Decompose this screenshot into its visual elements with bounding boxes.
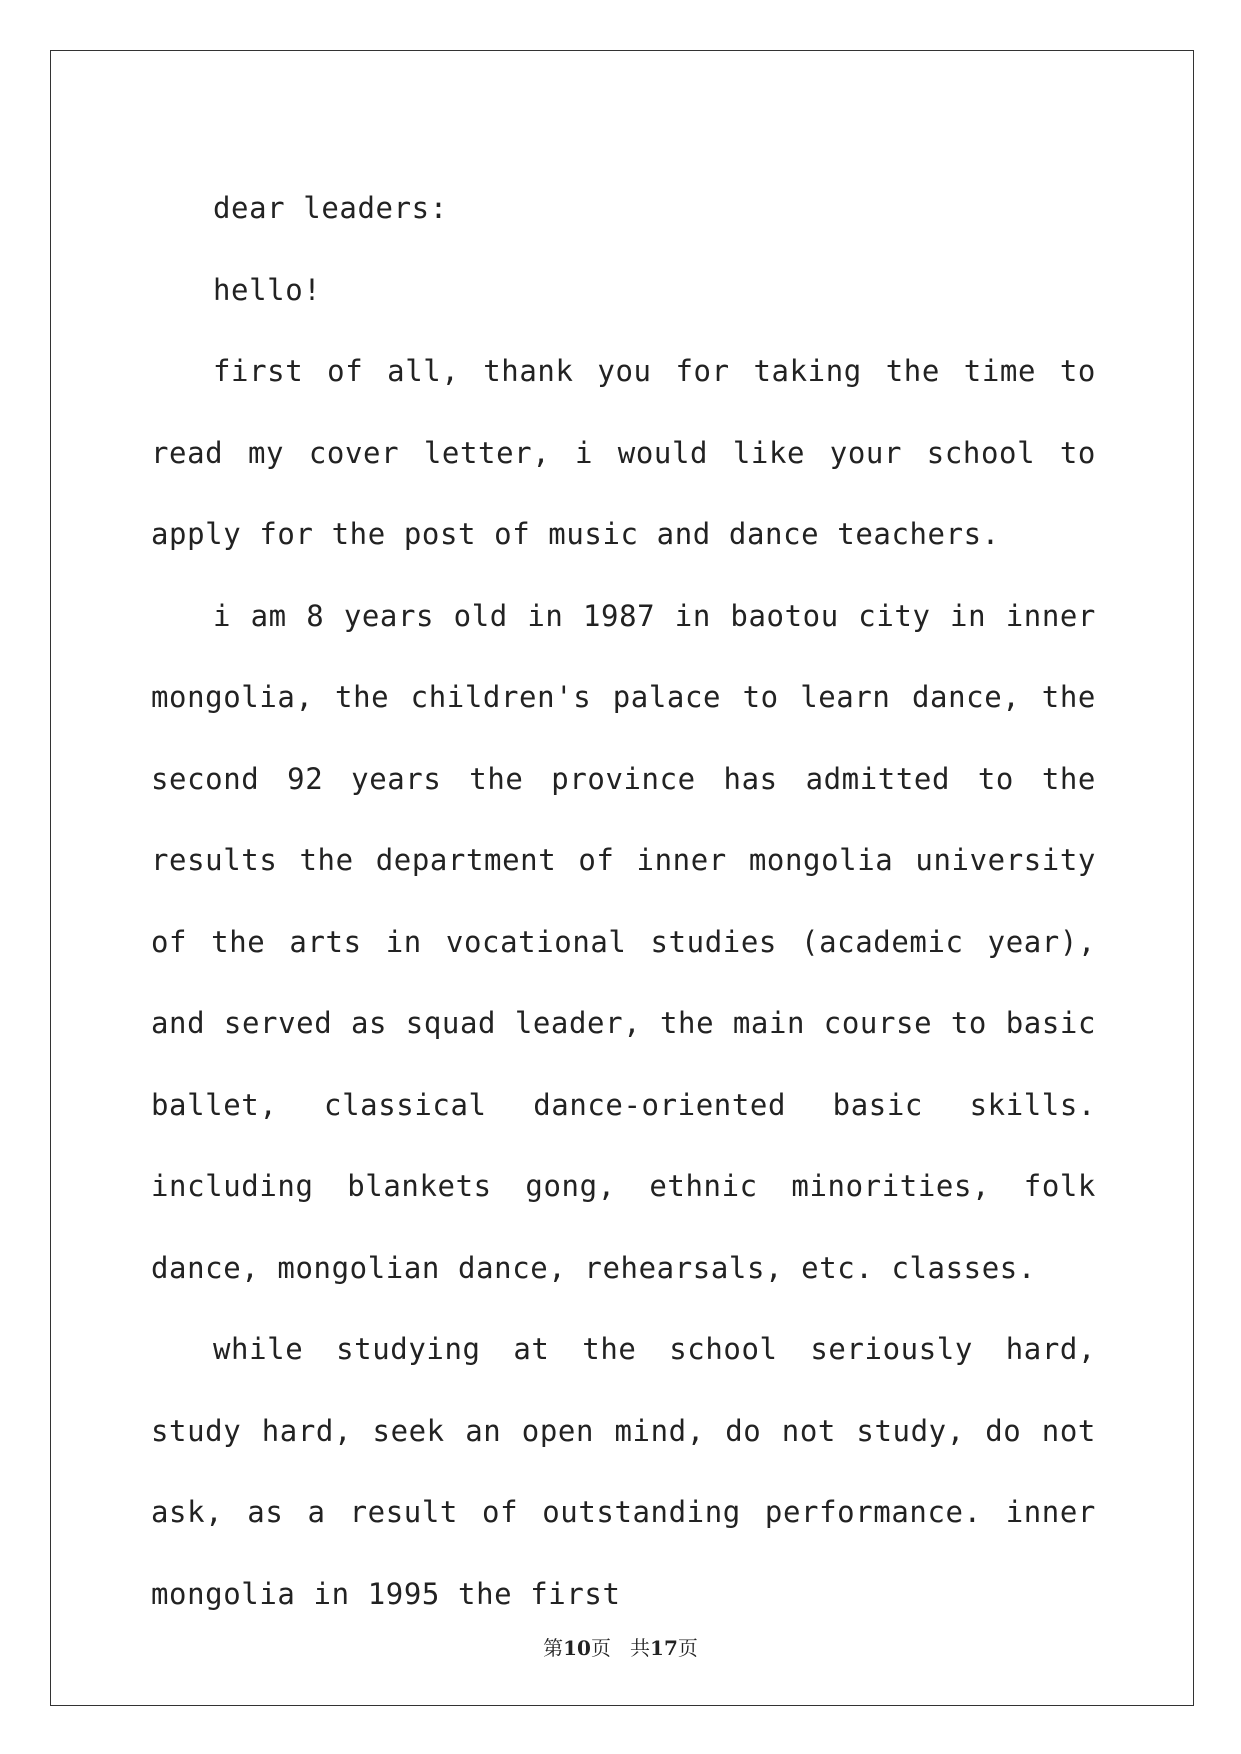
paragraph-study: while studying at the school seriously hard, study hard, seek an open mind, do not study, do not ask, as a result of outstanding performance. inner mongolia in 1995 the first (151, 1332, 1096, 1611)
greeting: hello! (213, 272, 322, 307)
salutation: dear leaders: (213, 191, 448, 225)
page-number: 10 (563, 1636, 591, 1660)
page-total: 17 (650, 1636, 678, 1660)
page-suffix: 页 (590, 1636, 611, 1660)
paragraph-intro: first of all, thank you for taking the time to read my cover letter, i would like your school to apply for the post of music and dance teachers. (151, 354, 1096, 551)
page-footer (0, 1632, 1241, 1661)
total-prefix: 共 (630, 1636, 651, 1660)
total-suffix: 页 (677, 1636, 698, 1660)
page-prefix: 第 (543, 1636, 564, 1660)
paragraph-background: i am 8 years old in 1987 in baotou city in inner mongolia, the children's palace to learn dance, the second 92 years the province has admitted to the results the department of inner mongolia university of the arts in vocational studies (academic year), and served as squad leader, the main course to basic ballet, classical dance-oriented basic skills. including blankets gong, ethnic minorities, folk dance, mongolian dance, rehearsals, etc. classes. (151, 598, 1096, 1285)
document-body (151, 168, 1096, 1635)
